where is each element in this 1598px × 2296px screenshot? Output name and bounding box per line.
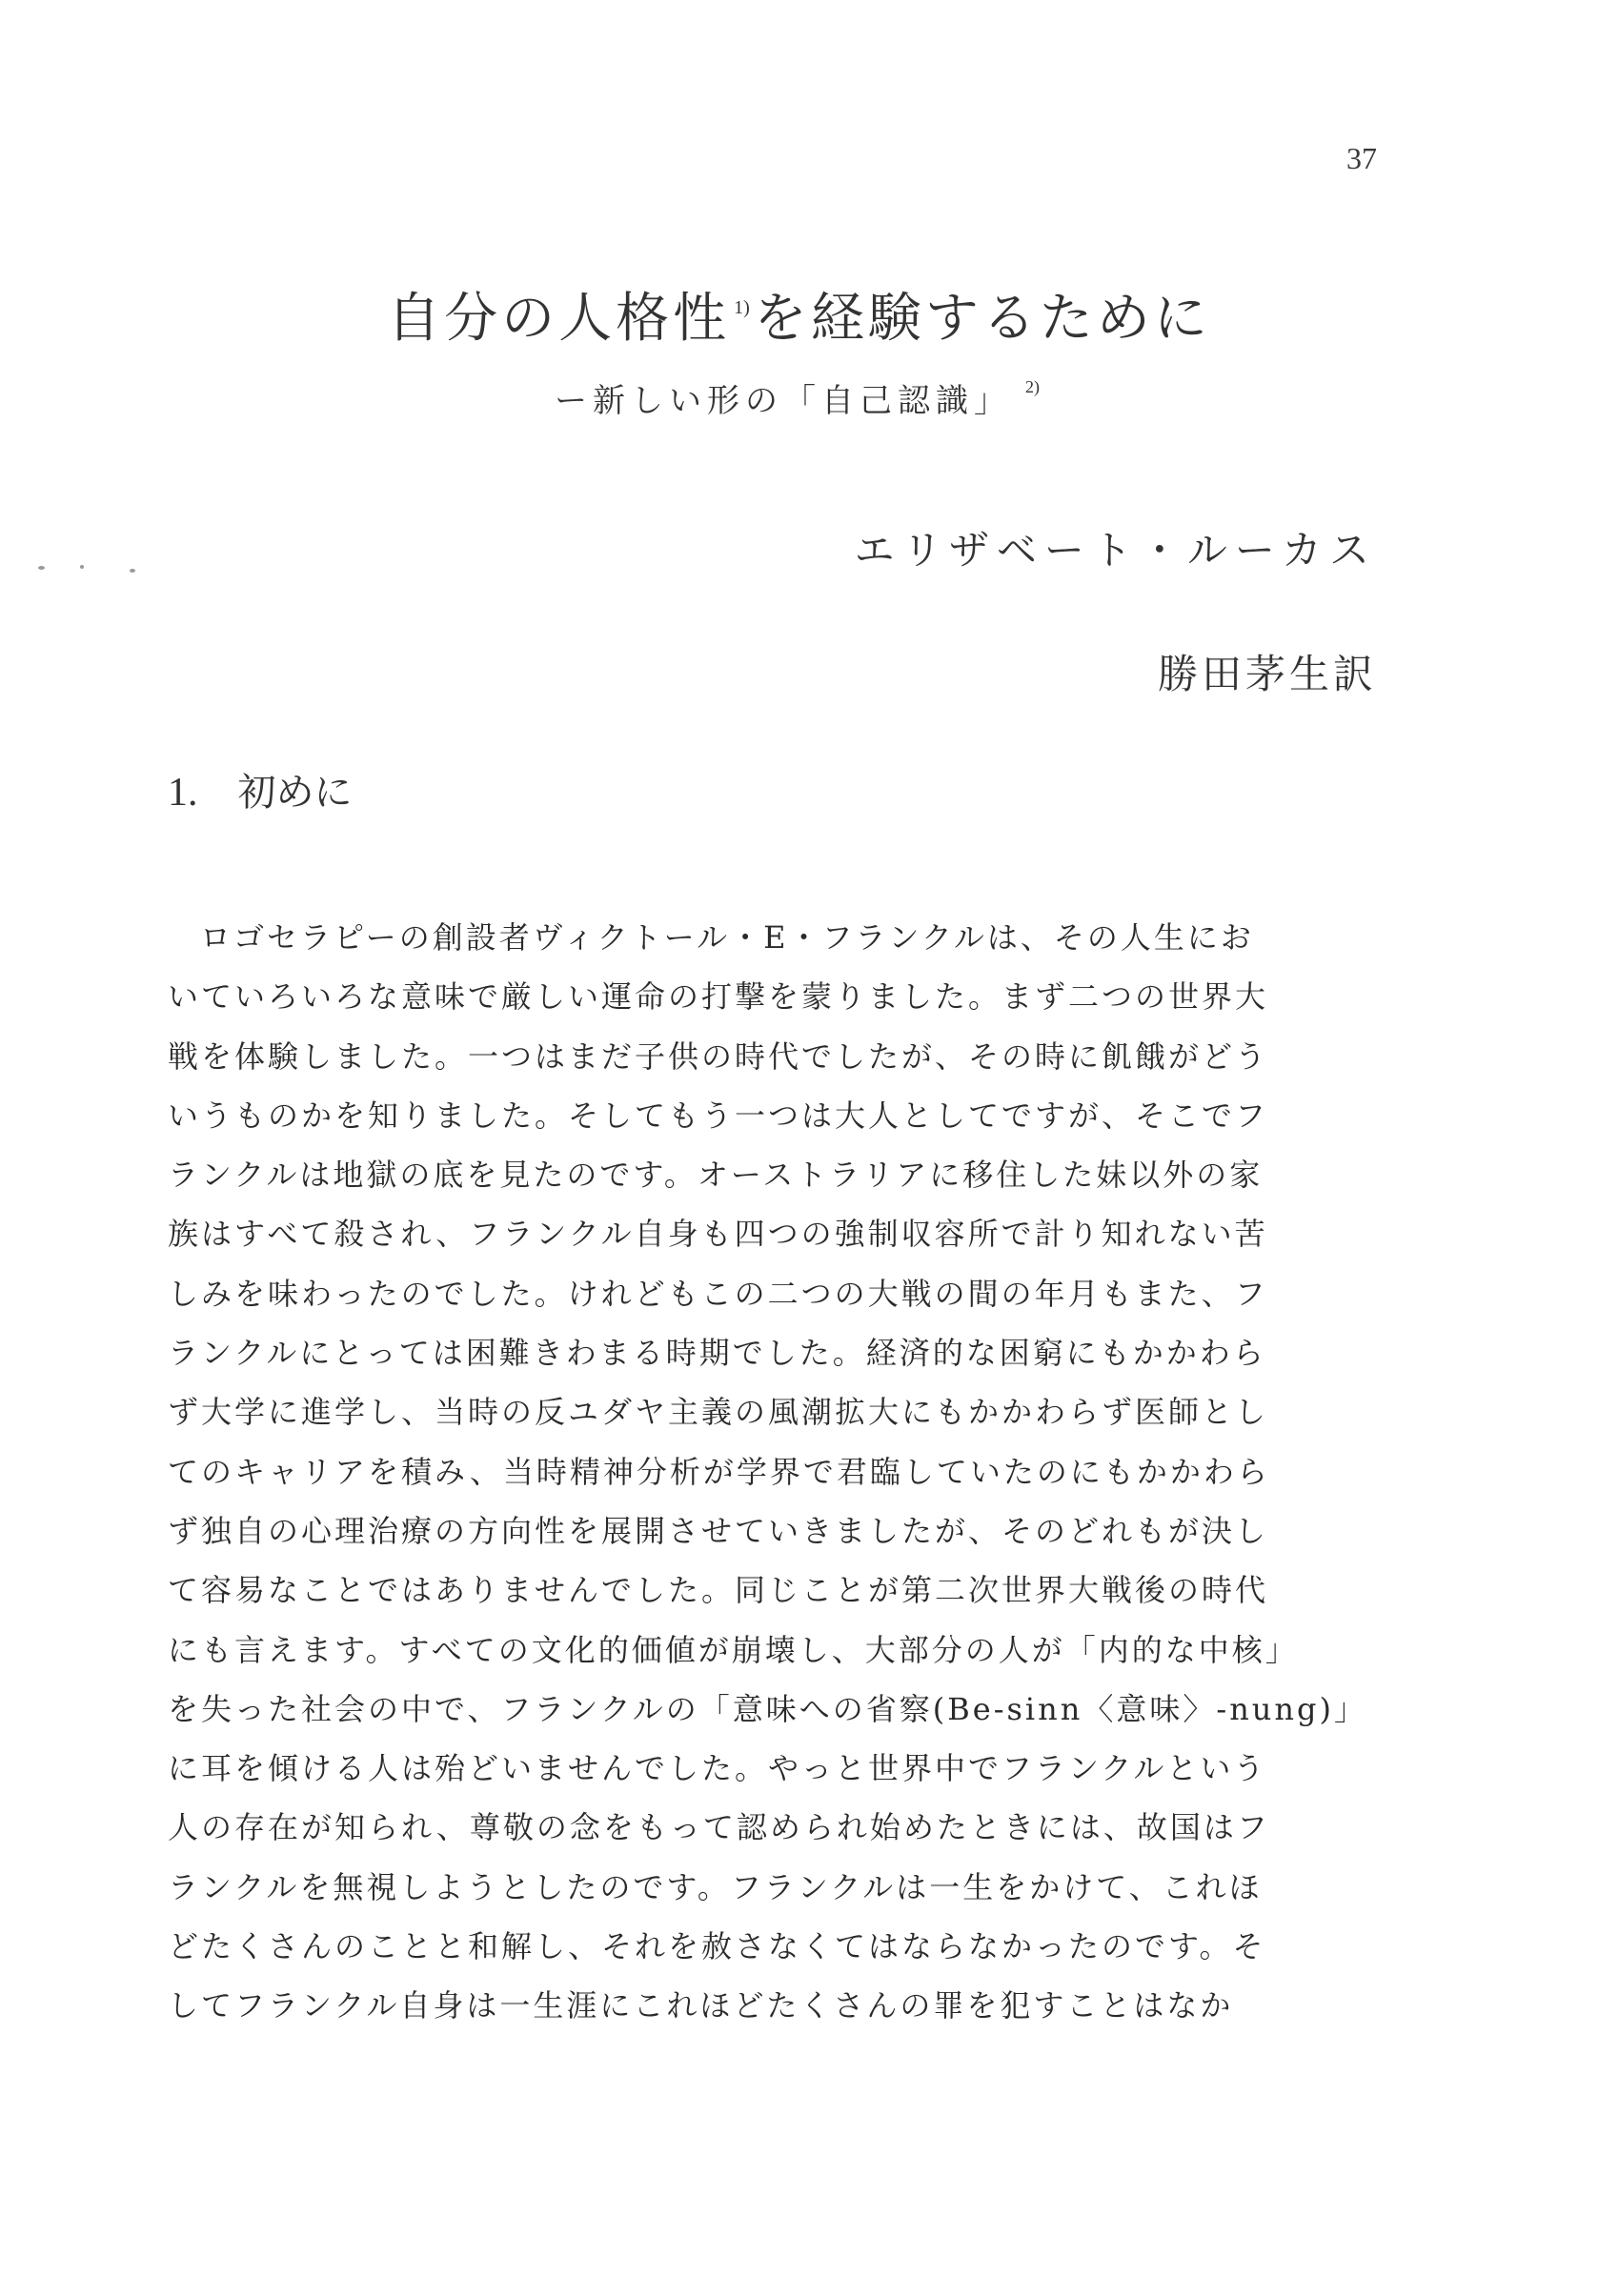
paragraph-line: ランクルは地獄の底を見たのです。オーストラリアに移住した妹以外の家: [168, 1157, 1264, 1194]
paragraph-line: どたくさんのことと和解し、それを赦さなくてはならなかったのです。そ: [168, 1928, 1266, 1965]
paragraph-line: ランクルにとっては困難きわまる時期でした。経済的な困窮にもかかわら: [168, 1335, 1266, 1372]
paragraph-line: いうものかを知りました。そしてもう一つは大人としてですが、そこでフ: [168, 1097, 1269, 1134]
paragraph-line: にも言えます。すべての文化的価値が崩壊し、大部分の人が「内的な中核」: [168, 1631, 1299, 1668]
subtitle-text: ー新しい形の「自己認識」: [555, 382, 1012, 420]
author-name: エリザベート・ルーカス: [854, 527, 1377, 574]
page-subtitle: [0, 374, 1598, 421]
paragraph-line: ず独自の心理治療の方向性を展開させていきましたが、そのどれもが決し: [168, 1512, 1269, 1549]
page-title: [0, 276, 1598, 352]
paragraph-line: ロゴセラピーの創設者ヴィクトール・E・フランクルは、その人生にお: [200, 919, 1254, 956]
translator-credit: 勝田茅生訳: [1157, 651, 1377, 697]
page-number: 37: [1346, 141, 1377, 175]
paragraph-line: を失った社会の中で、フランクルの「意味への省察(Be-sinn〈意味〉-nung)」: [168, 1690, 1367, 1727]
scan-speck: [130, 569, 135, 573]
title-footnote-ref: 1): [734, 297, 750, 318]
paragraph-line: いていろいろな意味で厳しい運命の打撃を蒙りました。まず二つの世界大: [168, 978, 1269, 1016]
scan-speck: [38, 566, 45, 570]
paragraph-line: ランクルを無視しようとしたのです。フランクルは一生をかけて、これほ: [168, 1868, 1263, 1905]
title-main: 自分の人格性: [387, 288, 731, 350]
title-rest: を経験するために: [753, 288, 1211, 350]
paragraph-line: てのキャリアを積み、当時精神分析が学界で君臨していたのにもかかわら: [168, 1453, 1270, 1490]
paragraph-line: してフランクル自身は一生涯にこれほどたくさんの罪を犯すことはなか: [168, 1987, 1234, 2024]
paragraph-line: 人の存在が知られ、尊敬の念をもって認められ始めたときには、故国はフ: [168, 1809, 1270, 1846]
section-title: 初めに: [237, 771, 353, 815]
paragraph-line: 戦を体験しました。一つはまだ子供の時代でしたが、その時に飢餓がどう: [168, 1037, 1269, 1075]
paragraph-line: ず大学に進学し、当時の反ユダヤ主義の風潮拡大にもかかわらず医師とし: [168, 1394, 1269, 1431]
section-number: 1.: [168, 771, 198, 815]
paragraph-line: しみを味わったのでした。けれどもこの二つの大戦の間の年月もまた、フ: [168, 1275, 1268, 1312]
scan-specks: [38, 560, 143, 575]
scan-speck: [80, 565, 84, 569]
paragraph-line: て容易なことではありませんでした。同じことが第二次世界大戦後の時代: [168, 1572, 1269, 1609]
subtitle-footnote-ref: 2): [1025, 377, 1040, 396]
body-paragraph: [168, 908, 1376, 2036]
paragraph-line: 族はすべて殺され、フランクル自身も四つの強制収容所で計り知れない苦: [168, 1216, 1268, 1253]
section-heading: [168, 762, 353, 816]
paragraph-line: に耳を傾ける人は殆どいませんでした。やっと世界中でフランクルという: [168, 1750, 1267, 1787]
